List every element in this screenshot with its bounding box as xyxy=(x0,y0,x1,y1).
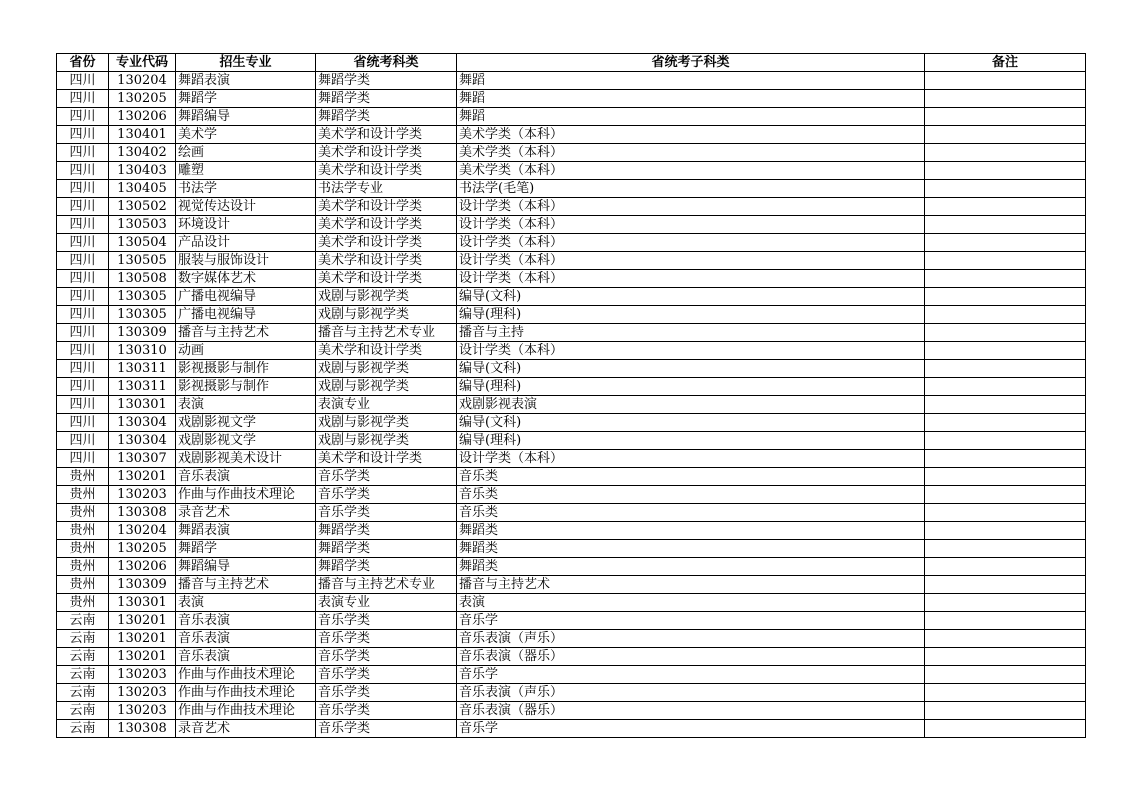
exam-subcategory-cell: 音乐类 xyxy=(457,468,925,486)
major-code-cell: 130203 xyxy=(109,684,176,702)
exam-category-cell: 播音与主持艺术专业 xyxy=(316,576,457,594)
exam-category-cell: 美术学和设计学类 xyxy=(316,162,457,180)
province-cell: 云南 xyxy=(57,720,109,738)
remarks-cell xyxy=(925,108,1086,126)
province-cell: 四川 xyxy=(57,450,109,468)
major-cell: 舞蹈学 xyxy=(176,90,316,108)
table-row xyxy=(57,504,1086,522)
exam-subcategory-cell: 设计学类（本科） xyxy=(457,270,925,288)
admissions-table xyxy=(56,53,1086,738)
table-row xyxy=(57,180,1086,198)
major-cell: 戏剧影视文学 xyxy=(176,432,316,450)
major-code-cell: 130204 xyxy=(109,522,176,540)
major-code-cell: 130304 xyxy=(109,432,176,450)
province-cell: 云南 xyxy=(57,612,109,630)
table-row xyxy=(57,162,1086,180)
remarks-cell xyxy=(925,162,1086,180)
major-cell: 音乐表演 xyxy=(176,468,316,486)
table-row xyxy=(57,414,1086,432)
major-cell: 戏剧影视文学 xyxy=(176,414,316,432)
remarks-cell xyxy=(925,252,1086,270)
remarks-cell xyxy=(925,414,1086,432)
exam-subcategory-cell: 戏剧影视表演 xyxy=(457,396,925,414)
table-header xyxy=(57,54,1086,72)
province-cell: 四川 xyxy=(57,432,109,450)
province-cell: 贵州 xyxy=(57,486,109,504)
table-row xyxy=(57,108,1086,126)
major-code-cell: 130307 xyxy=(109,450,176,468)
exam-subcategory-cell: 音乐学 xyxy=(457,666,925,684)
major-cell: 美术学 xyxy=(176,126,316,144)
remarks-cell xyxy=(925,468,1086,486)
exam-category-cell: 音乐学类 xyxy=(316,684,457,702)
exam-category-cell: 书法学专业 xyxy=(316,180,457,198)
exam-category-cell: 舞蹈学类 xyxy=(316,90,457,108)
table-row xyxy=(57,630,1086,648)
province-cell: 贵州 xyxy=(57,558,109,576)
exam-subcategory-cell: 编导(理科) xyxy=(457,432,925,450)
table-row xyxy=(57,324,1086,342)
exam-category-cell: 戏剧与影视学类 xyxy=(316,414,457,432)
table-row xyxy=(57,486,1086,504)
province-cell: 四川 xyxy=(57,216,109,234)
remarks-cell xyxy=(925,270,1086,288)
exam-category-cell: 舞蹈学类 xyxy=(316,72,457,90)
remarks-cell xyxy=(925,90,1086,108)
remarks-cell xyxy=(925,360,1086,378)
remarks-cell xyxy=(925,720,1086,738)
exam-category-cell: 美术学和设计学类 xyxy=(316,198,457,216)
remarks-cell xyxy=(925,324,1086,342)
major-cell: 动画 xyxy=(176,342,316,360)
table-row xyxy=(57,360,1086,378)
exam-subcategory-cell: 表演 xyxy=(457,594,925,612)
major-code-cell: 130308 xyxy=(109,504,176,522)
exam-category-cell: 音乐学类 xyxy=(316,648,457,666)
table-row xyxy=(57,648,1086,666)
major-code-cell: 130201 xyxy=(109,648,176,666)
table-row xyxy=(57,594,1086,612)
remarks-cell xyxy=(925,558,1086,576)
remarks-cell xyxy=(925,504,1086,522)
major-cell: 影视摄影与制作 xyxy=(176,378,316,396)
table-row xyxy=(57,378,1086,396)
exam-subcategory-cell: 编导(理科) xyxy=(457,306,925,324)
remarks-cell xyxy=(925,666,1086,684)
col-header-exam-category: 省统考科类 xyxy=(316,54,457,72)
major-cell: 书法学 xyxy=(176,180,316,198)
remarks-cell xyxy=(925,288,1086,306)
exam-category-cell: 美术学和设计学类 xyxy=(316,270,457,288)
table-row xyxy=(57,720,1086,738)
major-code-cell: 130402 xyxy=(109,144,176,162)
major-code-cell: 130304 xyxy=(109,414,176,432)
major-code-cell: 130305 xyxy=(109,288,176,306)
table-row xyxy=(57,216,1086,234)
table-row xyxy=(57,468,1086,486)
table-row xyxy=(57,432,1086,450)
major-code-cell: 130203 xyxy=(109,702,176,720)
major-code-cell: 130508 xyxy=(109,270,176,288)
province-cell: 贵州 xyxy=(57,504,109,522)
table-row xyxy=(57,522,1086,540)
exam-category-cell: 音乐学类 xyxy=(316,702,457,720)
major-code-cell: 130310 xyxy=(109,342,176,360)
major-code-cell: 130309 xyxy=(109,576,176,594)
major-code-cell: 130403 xyxy=(109,162,176,180)
remarks-cell xyxy=(925,126,1086,144)
exam-subcategory-cell: 音乐学 xyxy=(457,612,925,630)
remarks-cell xyxy=(925,198,1086,216)
province-cell: 贵州 xyxy=(57,468,109,486)
remarks-cell xyxy=(925,486,1086,504)
province-cell: 云南 xyxy=(57,684,109,702)
remarks-cell xyxy=(925,612,1086,630)
exam-category-cell: 美术学和设计学类 xyxy=(316,342,457,360)
major-code-cell: 130405 xyxy=(109,180,176,198)
remarks-cell xyxy=(925,630,1086,648)
major-code-cell: 130206 xyxy=(109,558,176,576)
major-cell: 舞蹈表演 xyxy=(176,522,316,540)
exam-subcategory-cell: 播音与主持 xyxy=(457,324,925,342)
remarks-cell xyxy=(925,432,1086,450)
major-cell: 录音艺术 xyxy=(176,720,316,738)
table-row xyxy=(57,342,1086,360)
exam-subcategory-cell: 编导(文科) xyxy=(457,414,925,432)
table-row xyxy=(57,612,1086,630)
remarks-cell xyxy=(925,540,1086,558)
exam-category-cell: 音乐学类 xyxy=(316,720,457,738)
table-row xyxy=(57,72,1086,90)
exam-category-cell: 舞蹈学类 xyxy=(316,108,457,126)
major-code-cell: 130309 xyxy=(109,324,176,342)
major-code-cell: 130201 xyxy=(109,468,176,486)
major-code-cell: 130505 xyxy=(109,252,176,270)
remarks-cell xyxy=(925,684,1086,702)
major-cell: 作曲与作曲技术理论 xyxy=(176,486,316,504)
major-cell: 戏剧影视美术设计 xyxy=(176,450,316,468)
province-cell: 贵州 xyxy=(57,522,109,540)
exam-subcategory-cell: 美术学类（本科） xyxy=(457,144,925,162)
major-cell: 环境设计 xyxy=(176,216,316,234)
major-cell: 舞蹈编导 xyxy=(176,558,316,576)
exam-subcategory-cell: 舞蹈 xyxy=(457,108,925,126)
major-cell: 广播电视编导 xyxy=(176,288,316,306)
province-cell: 四川 xyxy=(57,144,109,162)
major-code-cell: 130201 xyxy=(109,630,176,648)
remarks-cell xyxy=(925,702,1086,720)
exam-category-cell: 播音与主持艺术专业 xyxy=(316,324,457,342)
major-cell: 播音与主持艺术 xyxy=(176,576,316,594)
table-row xyxy=(57,702,1086,720)
exam-subcategory-cell: 音乐表演（声乐） xyxy=(457,630,925,648)
remarks-cell xyxy=(925,306,1086,324)
major-code-cell: 130502 xyxy=(109,198,176,216)
table-row xyxy=(57,576,1086,594)
major-code-cell: 130203 xyxy=(109,486,176,504)
exam-subcategory-cell: 音乐学 xyxy=(457,720,925,738)
major-code-cell: 130301 xyxy=(109,594,176,612)
remarks-cell xyxy=(925,648,1086,666)
province-cell: 四川 xyxy=(57,180,109,198)
remarks-cell xyxy=(925,396,1086,414)
exam-category-cell: 美术学和设计学类 xyxy=(316,216,457,234)
col-header-province: 省份 xyxy=(57,54,109,72)
exam-category-cell: 美术学和设计学类 xyxy=(316,450,457,468)
exam-subcategory-cell: 美术学类（本科） xyxy=(457,162,925,180)
remarks-cell xyxy=(925,72,1086,90)
major-cell: 产品设计 xyxy=(176,234,316,252)
table-row xyxy=(57,270,1086,288)
exam-subcategory-cell: 设计学类（本科） xyxy=(457,234,925,252)
table-row xyxy=(57,144,1086,162)
table-body xyxy=(57,72,1086,738)
exam-category-cell: 音乐学类 xyxy=(316,666,457,684)
exam-subcategory-cell: 舞蹈 xyxy=(457,90,925,108)
major-cell: 广播电视编导 xyxy=(176,306,316,324)
exam-subcategory-cell: 音乐表演（声乐） xyxy=(457,684,925,702)
exam-category-cell: 美术学和设计学类 xyxy=(316,126,457,144)
remarks-cell xyxy=(925,594,1086,612)
province-cell: 四川 xyxy=(57,396,109,414)
major-cell: 音乐表演 xyxy=(176,612,316,630)
table-row xyxy=(57,198,1086,216)
province-cell: 四川 xyxy=(57,126,109,144)
major-code-cell: 130311 xyxy=(109,378,176,396)
table-row xyxy=(57,666,1086,684)
exam-category-cell: 戏剧与影视学类 xyxy=(316,288,457,306)
major-cell: 影视摄影与制作 xyxy=(176,360,316,378)
major-cell: 作曲与作曲技术理论 xyxy=(176,702,316,720)
exam-category-cell: 戏剧与影视学类 xyxy=(316,306,457,324)
province-cell: 四川 xyxy=(57,324,109,342)
col-header-major: 招生专业 xyxy=(176,54,316,72)
major-cell: 雕塑 xyxy=(176,162,316,180)
province-cell: 四川 xyxy=(57,270,109,288)
exam-category-cell: 美术学和设计学类 xyxy=(316,234,457,252)
province-cell: 四川 xyxy=(57,234,109,252)
exam-subcategory-cell: 音乐类 xyxy=(457,504,925,522)
major-cell: 服装与服饰设计 xyxy=(176,252,316,270)
province-cell: 四川 xyxy=(57,252,109,270)
province-cell: 四川 xyxy=(57,72,109,90)
major-cell: 舞蹈表演 xyxy=(176,72,316,90)
province-cell: 四川 xyxy=(57,342,109,360)
exam-category-cell: 表演专业 xyxy=(316,594,457,612)
exam-category-cell: 舞蹈学类 xyxy=(316,522,457,540)
exam-subcategory-cell: 播音与主持艺术 xyxy=(457,576,925,594)
exam-category-cell: 舞蹈学类 xyxy=(316,558,457,576)
table-row xyxy=(57,306,1086,324)
exam-category-cell: 音乐学类 xyxy=(316,612,457,630)
major-cell: 音乐表演 xyxy=(176,648,316,666)
table-row xyxy=(57,90,1086,108)
table-row xyxy=(57,252,1086,270)
remarks-cell xyxy=(925,378,1086,396)
major-cell: 音乐表演 xyxy=(176,630,316,648)
province-cell: 四川 xyxy=(57,306,109,324)
header-row xyxy=(57,54,1086,72)
table-row xyxy=(57,540,1086,558)
major-cell: 舞蹈编导 xyxy=(176,108,316,126)
col-header-exam-subcategory: 省统考子科类 xyxy=(457,54,925,72)
major-code-cell: 130301 xyxy=(109,396,176,414)
table-row xyxy=(57,126,1086,144)
exam-category-cell: 美术学和设计学类 xyxy=(316,144,457,162)
exam-category-cell: 音乐学类 xyxy=(316,630,457,648)
major-code-cell: 130201 xyxy=(109,612,176,630)
exam-category-cell: 音乐学类 xyxy=(316,486,457,504)
major-code-cell: 130311 xyxy=(109,360,176,378)
exam-category-cell: 美术学和设计学类 xyxy=(316,252,457,270)
major-cell: 作曲与作曲技术理论 xyxy=(176,684,316,702)
major-code-cell: 130206 xyxy=(109,108,176,126)
exam-subcategory-cell: 设计学类（本科） xyxy=(457,216,925,234)
exam-category-cell: 音乐学类 xyxy=(316,504,457,522)
exam-subcategory-cell: 音乐表演（器乐） xyxy=(457,648,925,666)
major-cell: 绘画 xyxy=(176,144,316,162)
province-cell: 四川 xyxy=(57,360,109,378)
province-cell: 四川 xyxy=(57,198,109,216)
exam-subcategory-cell: 设计学类（本科） xyxy=(457,198,925,216)
province-cell: 四川 xyxy=(57,162,109,180)
exam-subcategory-cell: 美术学类（本科） xyxy=(457,126,925,144)
exam-subcategory-cell: 舞蹈类 xyxy=(457,522,925,540)
table-row xyxy=(57,288,1086,306)
exam-subcategory-cell: 舞蹈类 xyxy=(457,558,925,576)
major-cell: 作曲与作曲技术理论 xyxy=(176,666,316,684)
major-code-cell: 130401 xyxy=(109,126,176,144)
exam-subcategory-cell: 书法学(毛笔) xyxy=(457,180,925,198)
province-cell: 四川 xyxy=(57,108,109,126)
table-row xyxy=(57,558,1086,576)
remarks-cell xyxy=(925,342,1086,360)
exam-category-cell: 音乐学类 xyxy=(316,468,457,486)
province-cell: 四川 xyxy=(57,90,109,108)
remarks-cell xyxy=(925,522,1086,540)
exam-subcategory-cell: 音乐类 xyxy=(457,486,925,504)
exam-subcategory-cell: 设计学类（本科） xyxy=(457,450,925,468)
exam-category-cell: 戏剧与影视学类 xyxy=(316,432,457,450)
major-cell: 表演 xyxy=(176,594,316,612)
exam-subcategory-cell: 舞蹈 xyxy=(457,72,925,90)
major-code-cell: 130203 xyxy=(109,666,176,684)
province-cell: 云南 xyxy=(57,666,109,684)
exam-category-cell: 表演专业 xyxy=(316,396,457,414)
major-cell: 数字媒体艺术 xyxy=(176,270,316,288)
exam-category-cell: 戏剧与影视学类 xyxy=(316,378,457,396)
province-cell: 四川 xyxy=(57,378,109,396)
major-cell: 播音与主持艺术 xyxy=(176,324,316,342)
province-cell: 贵州 xyxy=(57,576,109,594)
major-code-cell: 130205 xyxy=(109,90,176,108)
remarks-cell xyxy=(925,576,1086,594)
major-cell: 录音艺术 xyxy=(176,504,316,522)
major-code-cell: 130503 xyxy=(109,216,176,234)
table-row xyxy=(57,450,1086,468)
exam-subcategory-cell: 设计学类（本科） xyxy=(457,342,925,360)
major-code-cell: 130305 xyxy=(109,306,176,324)
major-code-cell: 130204 xyxy=(109,72,176,90)
major-cell: 表演 xyxy=(176,396,316,414)
province-cell: 云南 xyxy=(57,648,109,666)
col-header-major-code: 专业代码 xyxy=(109,54,176,72)
major-code-cell: 130504 xyxy=(109,234,176,252)
province-cell: 云南 xyxy=(57,630,109,648)
province-cell: 贵州 xyxy=(57,540,109,558)
exam-subcategory-cell: 编导(文科) xyxy=(457,288,925,306)
table-row xyxy=(57,396,1086,414)
col-header-remarks: 备注 xyxy=(925,54,1086,72)
remarks-cell xyxy=(925,450,1086,468)
province-cell: 四川 xyxy=(57,414,109,432)
major-cell: 视觉传达设计 xyxy=(176,198,316,216)
exam-category-cell: 舞蹈学类 xyxy=(316,540,457,558)
exam-subcategory-cell: 编导(理科) xyxy=(457,378,925,396)
major-cell: 舞蹈学 xyxy=(176,540,316,558)
major-code-cell: 130308 xyxy=(109,720,176,738)
remarks-cell xyxy=(925,234,1086,252)
exam-subcategory-cell: 编导(文科) xyxy=(457,360,925,378)
table-row xyxy=(57,234,1086,252)
exam-category-cell: 戏剧与影视学类 xyxy=(316,360,457,378)
exam-subcategory-cell: 音乐表演（器乐） xyxy=(457,702,925,720)
remarks-cell xyxy=(925,216,1086,234)
table-row xyxy=(57,684,1086,702)
major-code-cell: 130205 xyxy=(109,540,176,558)
remarks-cell xyxy=(925,180,1086,198)
province-cell: 四川 xyxy=(57,288,109,306)
exam-subcategory-cell: 设计学类（本科） xyxy=(457,252,925,270)
province-cell: 贵州 xyxy=(57,594,109,612)
exam-subcategory-cell: 舞蹈类 xyxy=(457,540,925,558)
province-cell: 云南 xyxy=(57,702,109,720)
remarks-cell xyxy=(925,144,1086,162)
